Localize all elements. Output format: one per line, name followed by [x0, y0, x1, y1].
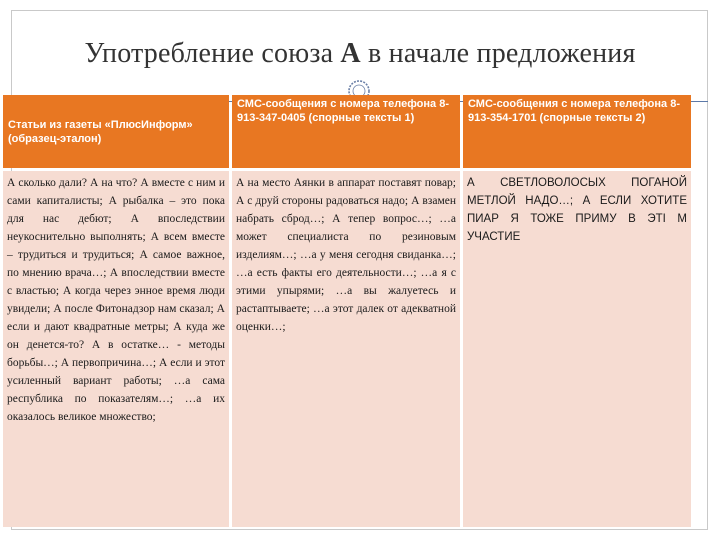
column-header: Статьи из газеты «ПлюсИнформ» (образец-эталон) — [3, 95, 229, 168]
column-header: СМС-сообщения с номера телефона 8-913-347-0405 (спорные тексты 1) — [232, 95, 460, 168]
column-sms-2 — [463, 95, 691, 527]
column-sms-1 — [232, 95, 460, 527]
column-header: СМС-сообщения с номера телефона 8-913-354-1701 (спорные тексты 2) — [463, 95, 691, 168]
column-body: А сколько дали? А на что? А вместе с ним и сами капиталисты; А рыбалка – это пока для нас дебют; А впоследствии неукоснительно выполнять; А всем вместе – трудиться и трудиться; А самое важное, по мнению врача…; А впоследствии вместе с властью; А когда через энное время люди увидели; А после Фитонадзор нам сказал; А если и дают квадратные метры; А куда же он денется-то? А в остатке… - методы борьбы…; А первопричина…; А если и этот усиленный вариант работы; …а сама республика по показателям…; …а их оказалось великое множество; — [3, 171, 229, 527]
column-reference — [3, 95, 229, 527]
column-body: А на место Аянки в аппарат поставят повар; А с друй стороны радоваться надо; А взамен набрать сброд…; А тепер вопрос…; …а может специалиста по резиновым изделиям…; …а у меня сегодня свиданка…; …а есть факты его деятельности…; …а я с этими упырями; …а вы жалуетесь и растаптываете; …а этот далек от адекватной оценки…; — [232, 171, 460, 527]
slide-title: Употребление союза А в начале предложения — [84, 38, 636, 69]
comparison-table — [3, 95, 691, 527]
title-bold-letter: А — [340, 38, 361, 69]
column-body: А СВЕТЛОВОЛОСЫХ ПОГАНОЙ МЕТЛОЙ НАДО…; А ЕСЛИ ХОТИТЕ ПИАР Я ТОЖЕ ПРИМУ В ЭТІ М УЧАСТИЕ — [463, 171, 691, 527]
